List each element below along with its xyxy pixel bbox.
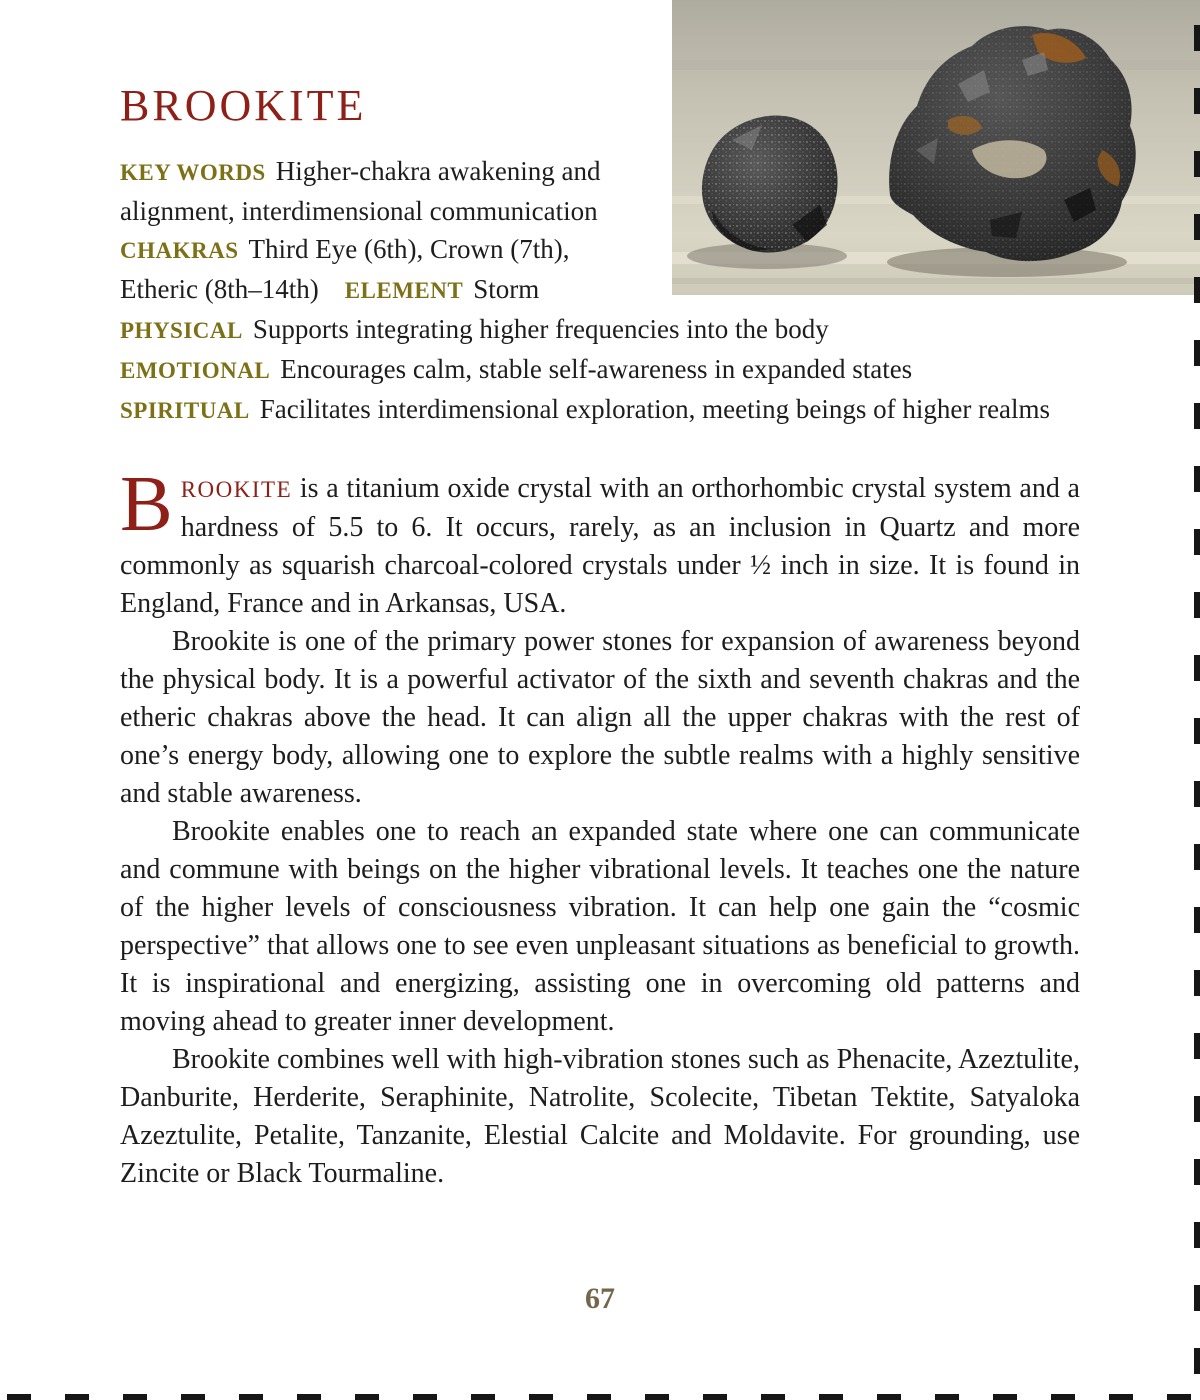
spiritual-value: Facilitates interdimensional exploration, meeting beings of higher realms [259, 394, 1051, 424]
keywords-value: Higher-chakra awakening and alignment, interdimensional communication [120, 156, 601, 226]
photo-float-spacer [644, 0, 1080, 300]
emotional-line [120, 350, 1080, 390]
keywords-label: KEY WORDS [120, 160, 266, 185]
emotional-label: EMOTIONAL [120, 358, 271, 383]
paragraph-4: Brookite combines well with high-vibration stones such as Phenacite, Azeztulite, Danburite, Herderite, Seraphinite, Natrolite, Scolecite, Tibetan Tektite, Satyaloka Azeztulite, Petalite, Tanzanite, Elestial Calcite and Moldavite. For grounding, use Zincite or Black Tourmaline. [120, 1044, 1080, 1189]
chakras-label: CHAKRAS [120, 238, 239, 263]
spiritual-line [120, 390, 1080, 430]
physical-label: PHYSICAL [120, 318, 243, 343]
paragraph-3: Brookite enables one to reach an expanded state where one can communicate and commune with beings on the higher vibrational levels. It teaches one the nature of the higher levels of consciousness vibration. It can help one gain the “cosmic perspective” that allows one to see even unpleasant situations as beneficial to growth. It is inspirational and energizing, assisting one in overcoming old patterns and moving ahead to greater inner development. [120, 816, 1080, 1037]
paragraph-2: Brookite is one of the primary power stones for expansion of awareness beyond the physical body. It is a powerful activator of the sixth and seventh chakras and the etheric chakras above the head. It can align all the upper chakras with the rest of one’s energy body, allowing one to explore the subtle realms with a highly sensitive and stable awareness. [120, 626, 1080, 809]
page-title: BROOKITE [120, 81, 367, 130]
chakras-value: Third Eye (6th), Crown (7th), Etheric (8th–14th) [120, 234, 570, 304]
spiritual-label: SPIRITUAL [120, 398, 250, 423]
paragraph-1 [120, 461, 1080, 623]
body-paragraphs [120, 461, 1080, 1193]
bottom-edge-registration-marks [0, 1394, 1200, 1400]
paragraph-1-text: is a titanium oxide crystal with an orthorhombic crystal system and a hardness of 5.5 to 6. It occurs, rarely, as an inclusion in Quartz and more commonly as squarish charcoal-colored crystals under ½ inch in size. It is found in England, France and in Arkansas, USA. [120, 473, 1080, 619]
dropcap-letter: B [120, 461, 173, 548]
lead-word: ROOKITE [180, 477, 293, 502]
page-number: 67 [585, 1282, 615, 1315]
emotional-value: Encourages calm, stable self-awareness in expanded states [280, 354, 913, 384]
element-label: ELEMENT [344, 278, 464, 303]
physical-value: Supports integrating higher frequencies into the body [252, 314, 829, 344]
physical-line [120, 310, 1080, 350]
element-value: Storm [473, 274, 540, 304]
right-edge-registration-marks [1194, 0, 1200, 1400]
text-column [120, 0, 1080, 1193]
